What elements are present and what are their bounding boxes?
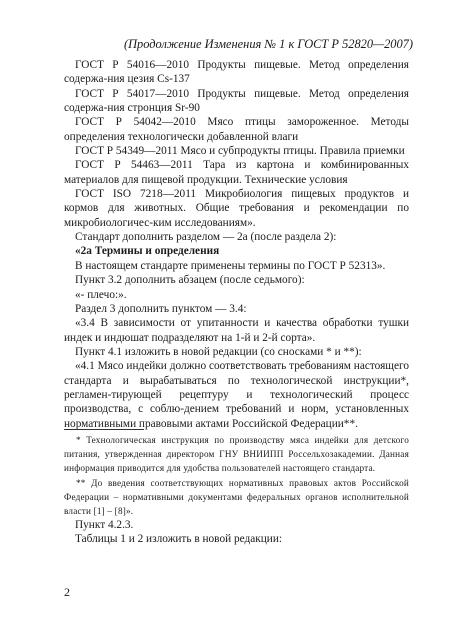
paragraph-clause-3-4: «3.4 В зависимости от упитанности и качества обработки тушки индек и индюшат подразделяют на 1-й и 2-й сорта». bbox=[64, 317, 409, 344]
page-number: 2 bbox=[64, 585, 70, 599]
paragraph-gost-54042: ГОСТ Р 54042—2010 Мясо птицы замороженное. Методы определения технологически добавленной влаги bbox=[64, 116, 409, 143]
paragraph-gost-54463: ГОСТ Р 54463—2011 Тара из картона и комбинированных материалов для пищевой продукции. Технические условия bbox=[64, 159, 409, 186]
paragraph-clause-3-2: Пункт 3.2 дополнить абзацем (после седьмого): bbox=[75, 274, 305, 287]
paragraph-clause-4-1: Пункт 4.1 изложить в новой редакции (со сносками * и **): bbox=[75, 345, 362, 358]
main-text bbox=[64, 58, 409, 431]
paragraph-gost-54017: ГОСТ Р 54017—2010 Продукты пищевые. Метод определения содержа-ния стронция Sr-90 bbox=[64, 87, 409, 115]
paragraph-terms: В настоящем стандарте применены термины по ГОСТ Р 52313». bbox=[75, 259, 386, 272]
page-header: (Продолжение Изменения № 1 к ГОСТ Р 52820—2007) bbox=[123, 37, 413, 51]
paragraph-shoulder: «- плечо:». bbox=[75, 288, 127, 301]
footnote-2: ** До введения соответствующих нормативных правовых актов Российской Федерации – нормативными документами федеральных органов исполнительной власти [1] – [8]». bbox=[64, 477, 409, 517]
paragraph-clause-4-2-3: Пункт 4.2.3. bbox=[75, 519, 134, 531]
footnote-divider bbox=[64, 429, 144, 430]
paragraph-clause-4-1-text: «4.1 Мясо индейки должно соответствовать требованиям настоящего стандарта и вырабатываться по технологической инструкции*, регламен-тирующей рецептуру и технологический процесс производства, с соблю-дением требований и норм, установленных нормативными правовыми актами Российской Федерации**. bbox=[64, 360, 409, 430]
section-heading-2a: «2а Термины и определения bbox=[75, 245, 220, 258]
paragraph-tables: Таблицы 1 и 2 изложить в новой редакции: bbox=[75, 533, 283, 546]
footnotes bbox=[64, 433, 409, 518]
trailing-text bbox=[64, 518, 409, 547]
paragraph-gost-54016: ГОСТ Р 54016—2010 Продукты пищевые. Метод определения содержа-ния цезия Cs-137 bbox=[64, 59, 409, 86]
paragraph-gost-54349: ГОСТ Р 54349—2011 Мясо и субпродукты птицы. Правила приемки bbox=[75, 145, 405, 158]
footnote-1: * Технологическая инструкция по производству мяса индейки для детского питания, утвержденная директором ГНУ ВНИИПП Россельхозакадемии. Данная информация приводится для удобства пользователей настоящего стандарта. bbox=[64, 435, 409, 474]
paragraph-gost-iso-7218: ГОСТ ISO 7218—2011 Микробиология пищевых продуктов и кормов для животных. Общие требования и рекомендации по микробиологичес-ким исследованиям». bbox=[64, 188, 409, 229]
paragraph-section-3: Раздел 3 дополнить пунктом — 3.4: bbox=[75, 302, 247, 315]
paragraph-add-section: Стандарт дополнить разделом — 2а (после раздела 2): bbox=[75, 231, 337, 244]
